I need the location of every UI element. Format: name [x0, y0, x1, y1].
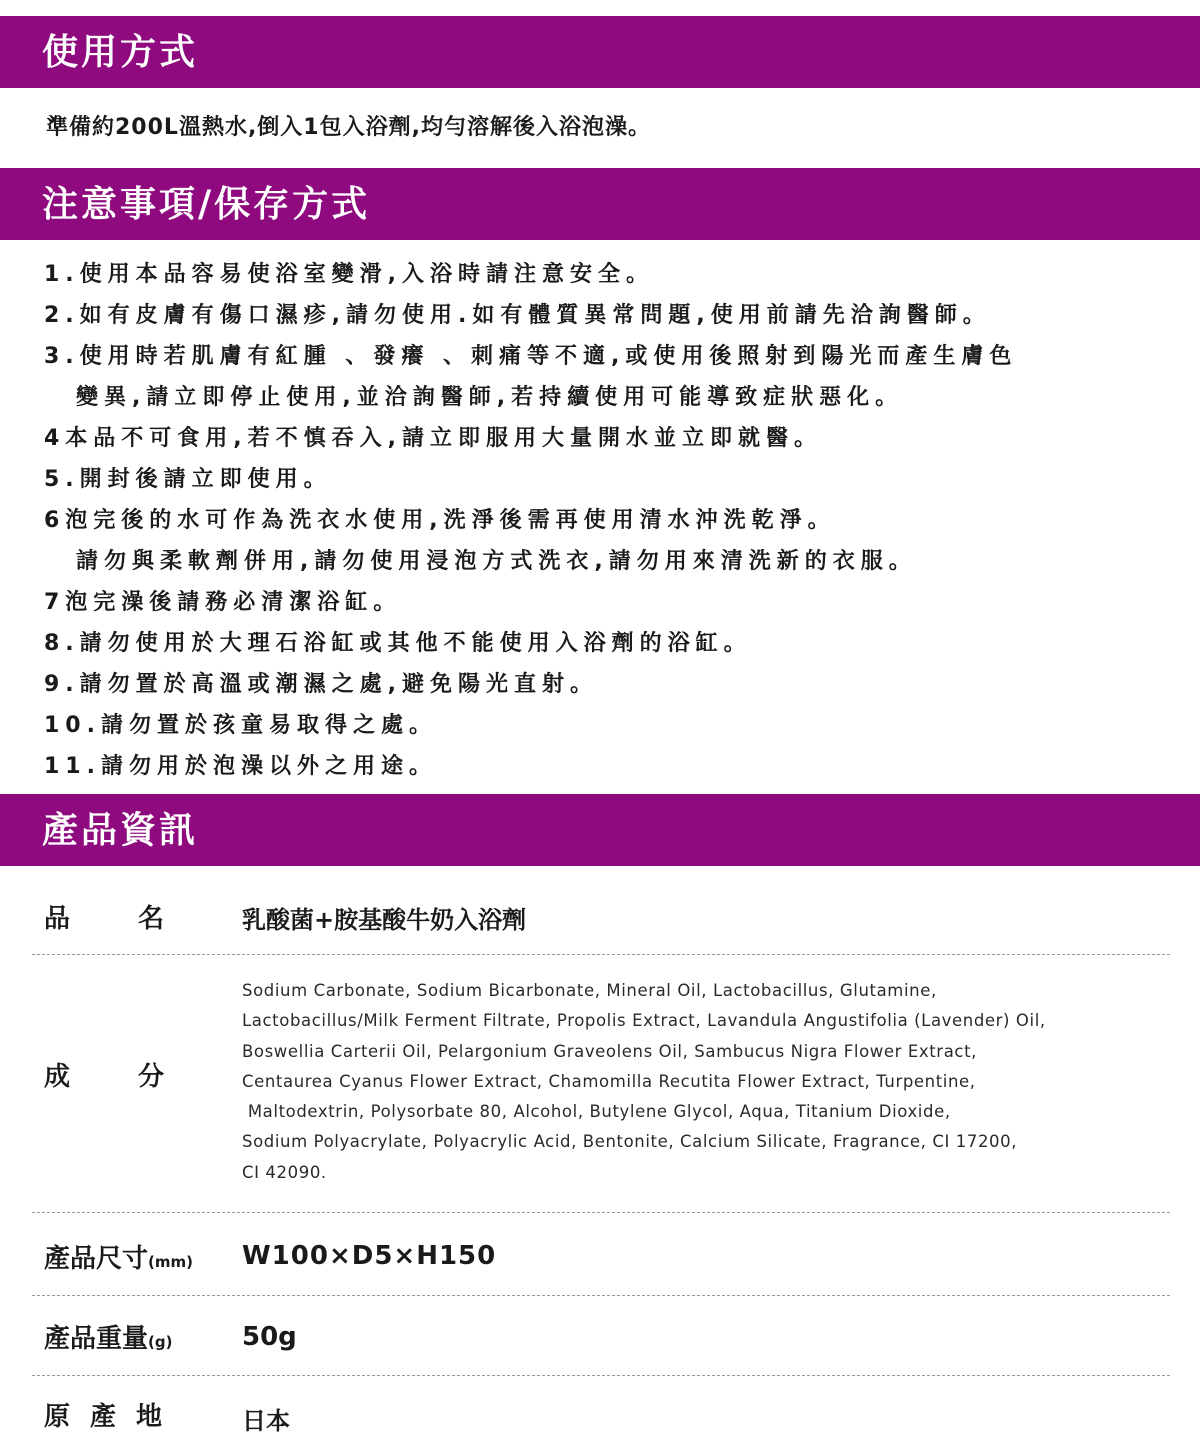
origin-label [44, 1396, 162, 1433]
product-size-value: W100×D5×H150 [242, 1241, 497, 1271]
ingredient-line: Sodium Polyacrylate, Polyacrylic Acid, Bentonite, Calcium Silicate, Fragrance, CI 17200, [242, 1132, 1018, 1152]
product-weight-label [44, 1318, 172, 1355]
ingredients-label-char: 分 [138, 1062, 165, 1092]
divider [32, 1212, 1170, 1213]
origin-label-char: 產 [90, 1402, 117, 1432]
note-line: 8.請勿使用於大理石浴缸或其他不能使用入浴劑的浴缸。 [44, 631, 752, 656]
origin-label-char: 原 [44, 1402, 71, 1432]
ingredient-line: Boswellia Carterii Oil, Pelargonium Graveolens Oil, Sambucus Nigra Flower Extract, [242, 1041, 977, 1061]
product-size-label [44, 1238, 193, 1275]
product-name-label [44, 898, 164, 935]
notes-list [44, 254, 1017, 787]
product-name-value: 乳酸菌+胺基酸牛奶入浴劑 [242, 906, 527, 934]
ingredient-line: Centaurea Cyanus Flower Extract, Chamomilla Recutita Flower Extract, Turpentine, [242, 1071, 976, 1091]
product-size-unit: (mm) [148, 1253, 193, 1271]
ingredient-line: Maltodextrin, Polysorbate 80, Alcohol, Butylene Glycol, Aqua, Titanium Dioxide, [242, 1102, 951, 1122]
product-weight-unit: (g) [148, 1333, 173, 1351]
note-line: 5.開封後請立即使用。 [44, 467, 332, 492]
usage-title: 使用方式 [42, 31, 199, 73]
usage-text: 準備約200L溫熱水,倒入1包入浴劑,均勻溶解後入浴泡澡。 [46, 115, 651, 140]
note-line: 3.使用時若肌膚有紅腫 、發癢 、刺痛等不適,或使用後照射到陽光而產生膚色 [44, 344, 1018, 369]
note-line: 11.請勿用於泡澡以外之用途。 [44, 754, 437, 779]
origin-label-char: 地 [136, 1402, 163, 1432]
product-size-label-text: 產品尺寸 [44, 1244, 149, 1274]
note-line: 1.使用本品容易使浴室變滑,入浴時請注意安全。 [44, 262, 655, 287]
ingredient-line: CI 42090. [242, 1162, 327, 1182]
ingredients-list [242, 976, 1182, 1188]
note-line: 10.請勿置於孩童易取得之處。 [44, 713, 437, 738]
ingredients-label-char: 成 [44, 1062, 71, 1092]
ingredient-line: Sodium Carbonate, Sodium Bicarbonate, Mineral Oil, Lactobacillus, Glutamine, [242, 981, 937, 1000]
origin-value: 日本 [242, 1407, 290, 1435]
divider [32, 954, 1170, 955]
note-line: 2.如有皮膚有傷口濕疹,請勿使用.如有體質異常問題,使用前請先洽詢醫師。 [44, 303, 991, 328]
divider [32, 1375, 1170, 1376]
note-line-continuation: 變異,請立即停止使用,並洽詢醫師,若持續使用可能導致症狀惡化。 [76, 385, 904, 410]
notes-title: 注意事項/保存方式 [42, 183, 371, 225]
product-name-label-char: 品 [44, 904, 71, 934]
ingredient-line: Lactobacillus/Milk Ferment Filtrate, Propolis Extract, Lavandula Angustifolia (Lavender) Oil, [242, 1011, 1046, 1031]
product-name-label-char: 名 [138, 904, 165, 934]
product-info-title: 產品資訊 [42, 809, 199, 851]
usage-banner [0, 16, 1200, 88]
note-line: 4本品不可食用,若不慎吞入,請立即服用大量開水並立即就醫。 [44, 426, 823, 451]
note-line: 7泡完澡後請務必清潔浴缸。 [44, 590, 402, 615]
note-line: 6泡完後的水可作為洗衣水使用,洗淨後需再使用清水沖洗乾淨。 [44, 508, 836, 533]
product-info-banner [0, 794, 1200, 866]
notes-banner [0, 168, 1200, 240]
product-weight-label-text: 產品重量 [44, 1324, 149, 1354]
note-line-continuation: 請勿與柔軟劑併用,請勿使用浸泡方式洗衣,請勿用來清洗新的衣服。 [76, 549, 917, 574]
product-weight-value: 50g [242, 1322, 297, 1352]
divider [32, 1295, 1170, 1296]
ingredients-label [44, 1056, 164, 1093]
note-line: 9.請勿置於高溫或潮濕之處,避免陽光直射。 [44, 672, 599, 697]
